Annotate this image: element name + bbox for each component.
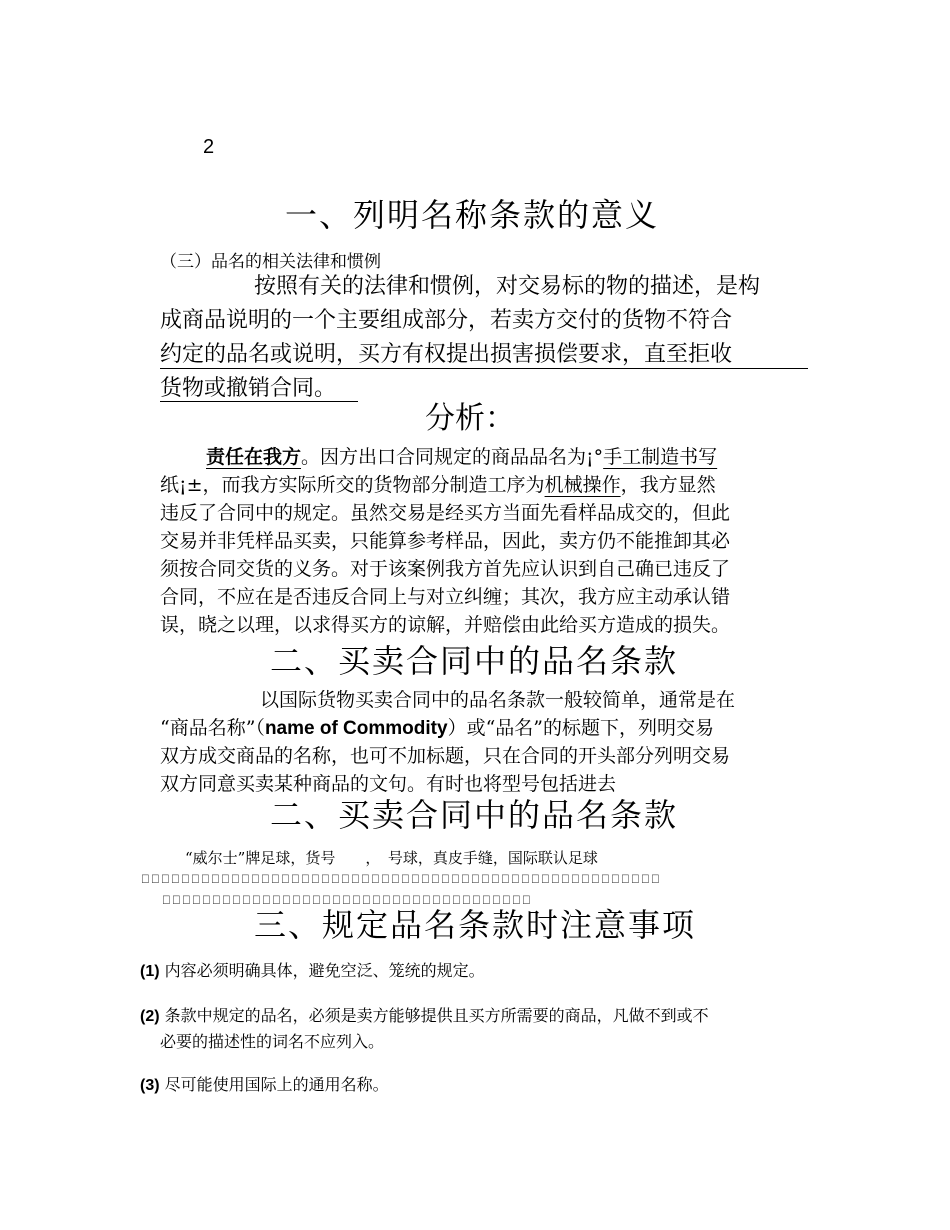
underlined-text: 机械操作 xyxy=(544,474,621,496)
paragraph-line: 以国际货物买卖合同中的品名条款一般较简单，通常是在 xyxy=(260,689,736,711)
paragraph-line xyxy=(160,714,810,742)
page-number: 2 xyxy=(203,136,215,158)
section-heading-2: 二、买卖合同中的品名条款 xyxy=(270,643,679,679)
text-span: ，我方显然 xyxy=(620,474,716,496)
item-text: 尽可能使用国际上的通用名称。 xyxy=(164,1075,389,1094)
commodity-paragraph xyxy=(160,686,810,798)
analysis-paragraph xyxy=(160,443,810,639)
list-item xyxy=(140,1003,820,1055)
paragraph-line: 合同，不应在是否违反合同上与对立纠缠；其次，我方应主动承认错 xyxy=(160,586,731,608)
subheading-laws: （三）品名的相关法律和惯例 xyxy=(160,252,381,271)
paragraph-line: 误，晓之以理，以求得买方的谅解，并赔偿由此给买方造成的损失。 xyxy=(160,614,731,636)
list-item-line xyxy=(140,1003,820,1029)
paragraph-line: 双方成交商品的名称，也可不加标题，只在合同的开头部分列明交易 xyxy=(160,745,731,767)
list-item xyxy=(140,1072,820,1098)
item-number: (3) xyxy=(140,1077,160,1094)
list-item xyxy=(140,958,820,984)
text-span: “商品名称”（ xyxy=(160,717,265,739)
underline-rule xyxy=(160,368,808,369)
paragraph-line xyxy=(160,443,810,471)
paragraph-line: 货物或撤销合同。 xyxy=(160,376,337,401)
paragraph-line xyxy=(160,471,810,499)
item-text: 内容必须明确具体，避免空泛、笼统的规定。 xyxy=(164,961,485,980)
section-heading-1: 一、列明名称条款的意义 xyxy=(285,197,660,233)
text-span: 。因方出口合同规定的商品品名为¡° xyxy=(301,446,604,468)
section-heading-2b: 二、买卖合同中的品名条款 xyxy=(270,797,679,833)
analysis-heading: 分析： xyxy=(425,401,515,436)
section-heading-3: 三、规定品名条款时注意事项 xyxy=(254,907,697,943)
garbled-text-line: 􀀀􀀀􀀀􀀀􀀀􀀀􀀀􀀀􀀀􀀀􀀀􀀀􀀀􀀀􀀀􀀀􀀀􀀀􀀀􀀀􀀀􀀀􀀀􀀀􀀀􀀀􀀀􀀀􀀀􀀀􀀀􀀀􀀀􀀀􀀀􀀀􀀀􀀀􀀀􀀀􀀀􀀀􀀀􀀀􀀀􀀀􀀀􀀀􀀀􀀀􀀀􀀀 xyxy=(141,872,661,886)
responsibility-lead: 责任在我方 xyxy=(206,447,302,468)
garbled-text-line: 􀀀􀀀􀀀􀀀􀀀􀀀􀀀􀀀􀀀􀀀􀀀􀀀􀀀􀀀􀀀􀀀􀀀􀀀􀀀􀀀􀀀􀀀􀀀􀀀􀀀􀀀􀀀􀀀􀀀􀀀􀀀􀀀􀀀􀀀􀀀􀀀􀀀 xyxy=(162,893,532,907)
example-clause: “威尔士”牌足球，货号 ， 号球，真皮手缝，国际联认足球 xyxy=(185,849,598,867)
paragraph-line: 按照有关的法律和惯例，对交易标的物的描述，是构 xyxy=(254,274,761,299)
english-term: name of Commodity xyxy=(264,718,448,739)
list-item-line: 必要的描述性的词名不应列入。 xyxy=(160,1032,385,1051)
paragraph-line: 违反了合同中的规定。虽然交易是经买方当面先看样品成交的，但此 xyxy=(160,502,731,524)
paragraph-line: 交易并非凭样品买卖，只能算参考样品，因此，卖方仍不能推卸其必 xyxy=(160,530,731,552)
text-span: 纸¡±，而我方实际所交的货物部分制造工序为 xyxy=(160,474,545,496)
list-item-line xyxy=(140,958,820,984)
item-number: (2) xyxy=(140,1008,160,1025)
item-text: 条款中规定的品名，必须是卖方能够提供且买方所需要的商品，凡做不到或不 xyxy=(164,1006,709,1025)
paragraph-laws xyxy=(160,270,810,406)
paragraph-line: 双方同意买卖某种商品的文句。有时也将型号包括进去 xyxy=(160,773,617,795)
list-item-line xyxy=(140,1072,820,1098)
paragraph-line: 约定的品名或说明，买方有权提出损害损偿要求，直至拒收 xyxy=(160,342,733,367)
underline-rule xyxy=(160,401,358,402)
item-number: (1) xyxy=(140,963,160,980)
paragraph-line: 成商品说明的一个主要组成部分，若卖方交付的货物不符合 xyxy=(160,308,733,333)
underlined-text: 手工制造书写 xyxy=(603,446,718,468)
paragraph-line: 须按合同交货的义务。对于该案例我方首先应认识到自己确已违反了 xyxy=(160,558,731,580)
text-span: ）或“品名”的标题下，列明交易 xyxy=(447,717,714,739)
